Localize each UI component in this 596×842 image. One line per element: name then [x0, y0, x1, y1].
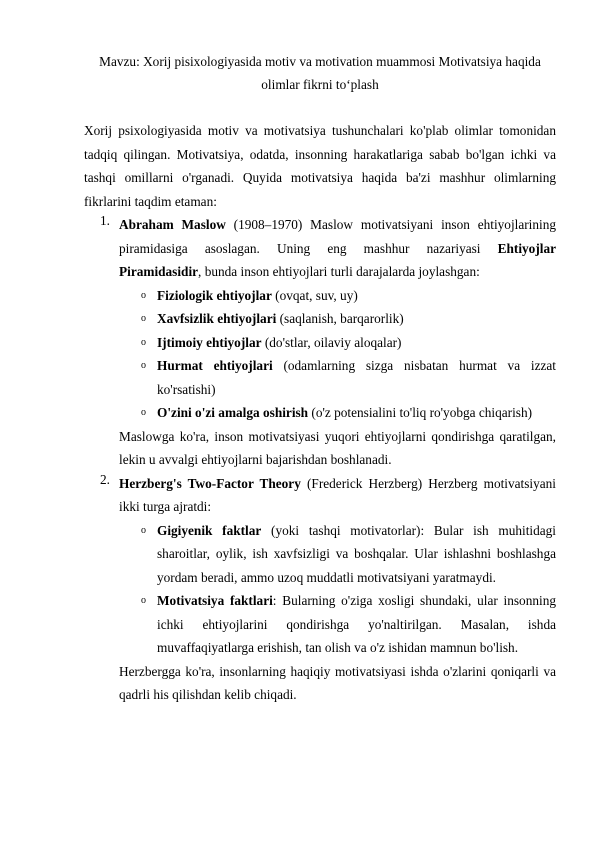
list-item: [119, 307, 556, 331]
circle-bullet-icon: o: [141, 336, 146, 348]
sub-item-text: (ovqat, suv, uy): [271, 287, 358, 303]
list-item: [119, 284, 556, 308]
sub-item-text: (o'z potensialini to'liq ro'yobga chiqarish): [308, 405, 533, 420]
item-heading-text: [119, 472, 556, 519]
list-item: [119, 354, 556, 401]
item-conclusion: Herzbergga ko'ra, insonlarning haqiqiy motivatsiyasi ishda o'zlarini qoniqarli va qadrli his qilishdan kelib chiqadi.: [119, 663, 556, 702]
item-description-end: , bunda inson ehtiyojlari turli darajalarda joylashgan:: [198, 264, 480, 279]
sub-item-term: Xavfsizlik ehtiyojlari: [157, 311, 277, 326]
scholar-name: Abraham Maslow: [119, 217, 226, 232]
factors-list: [119, 519, 556, 660]
list-item: [119, 589, 556, 660]
list-item: [119, 401, 556, 425]
list-item-maslow: [84, 213, 556, 472]
circle-bullet-icon: o: [141, 313, 146, 324]
circle-bullet-icon: o: [141, 360, 146, 371]
sub-item-term: Motivatsiya faktlari: [157, 593, 273, 608]
needs-list: [119, 284, 556, 425]
sub-item-term: Hurmat ehtiyojlari: [157, 358, 273, 373]
sub-item-text: (do'stlar, oilaviy aloqalar): [261, 334, 402, 350]
sub-item-text: (yoki tashqi motivatorlar): Bular ish muhitidagi sharoitlar, oylik, ish xavfsizligi va boshqalar. Ular ishlashni boshlashga yordam beradi, ammo uzoq muddatli motivatsiyani yaratmaydi.: [157, 522, 557, 585]
item-heading-text: [119, 213, 556, 284]
document-title: Mavzu: Xorij pisixologiyasida motiv va motivation muammosi Motivatsiya haqida olimlar fikrni to‘plash: [99, 54, 541, 92]
sub-item-text: (odamlarning sizga nisbatan hurmat va izzat ko'rsatishi): [157, 358, 556, 397]
item-description: (1908–1970) Maslow motivatsiyani inson ehtiyojlarining piramidasiga asoslagan. Uning eng mashhur nazariyasi: [119, 217, 557, 256]
list-number: 2.: [100, 471, 110, 487]
sub-item-text: (saqlanish, barqarorlik): [276, 311, 404, 326]
circle-bullet-icon: o: [141, 524, 146, 536]
list-item: [119, 331, 556, 355]
sub-item-term: Ijtimoiy ehtiyojlar: [157, 334, 262, 350]
circle-bullet-icon: o: [141, 407, 146, 418]
scholar-name: Herzberg's Two-Factor Theory: [119, 475, 301, 491]
list-number: 1.: [100, 213, 110, 228]
theory-name: Ehtiyojlar Piramidasidir: [119, 240, 556, 279]
sub-item-term: Gigiyenik faktlar: [157, 522, 262, 538]
intro-paragraph: Xorij psixologiyasida motiv va motivatsiya tushunchalari ko'plab olimlar tomonidan tadqiq qilingan. Motivatsiya, odatda, insonning harakatlariga sabab bo'lgan ichki va tashqi omillarni o'rganadi. Quyida motivatsiya haqida ba'zi mashhur olimlarning fikrlarini taqdim etaman:: [84, 123, 556, 209]
sub-item-term: Fiziologik ehtiyojlar: [157, 287, 272, 303]
list-item: [119, 519, 556, 590]
list-item-herzberg: [84, 472, 556, 707]
sub-item-term: O'zini o'zi amalga oshirish: [157, 405, 309, 420]
circle-bullet-icon: o: [141, 595, 146, 606]
scholar-list: [84, 213, 556, 707]
item-description: (Frederick Herzberg) Herzberg motivatsiyani ikki turga ajratdi:: [119, 475, 556, 514]
document-page: [84, 50, 556, 707]
sub-item-text: : Bularning o'ziga xosligi shundaki, ular insonning ichki ehtiyojlarini qondirishga yo'naltirilgan. Masalan, ishda muvaffaqiyatlarga erishish, tan olish va o'z ishidan mamnun bo'lish.: [157, 593, 556, 655]
item-conclusion: Maslowga ko'ra, inson motivatsiyasi yuqori ehtiyojlarni qondirishga qaratilgan, lekin u avvalgi ehtiyojlarni bajarishdan boshlanadi.: [119, 428, 556, 467]
circle-bullet-icon: o: [141, 289, 146, 301]
